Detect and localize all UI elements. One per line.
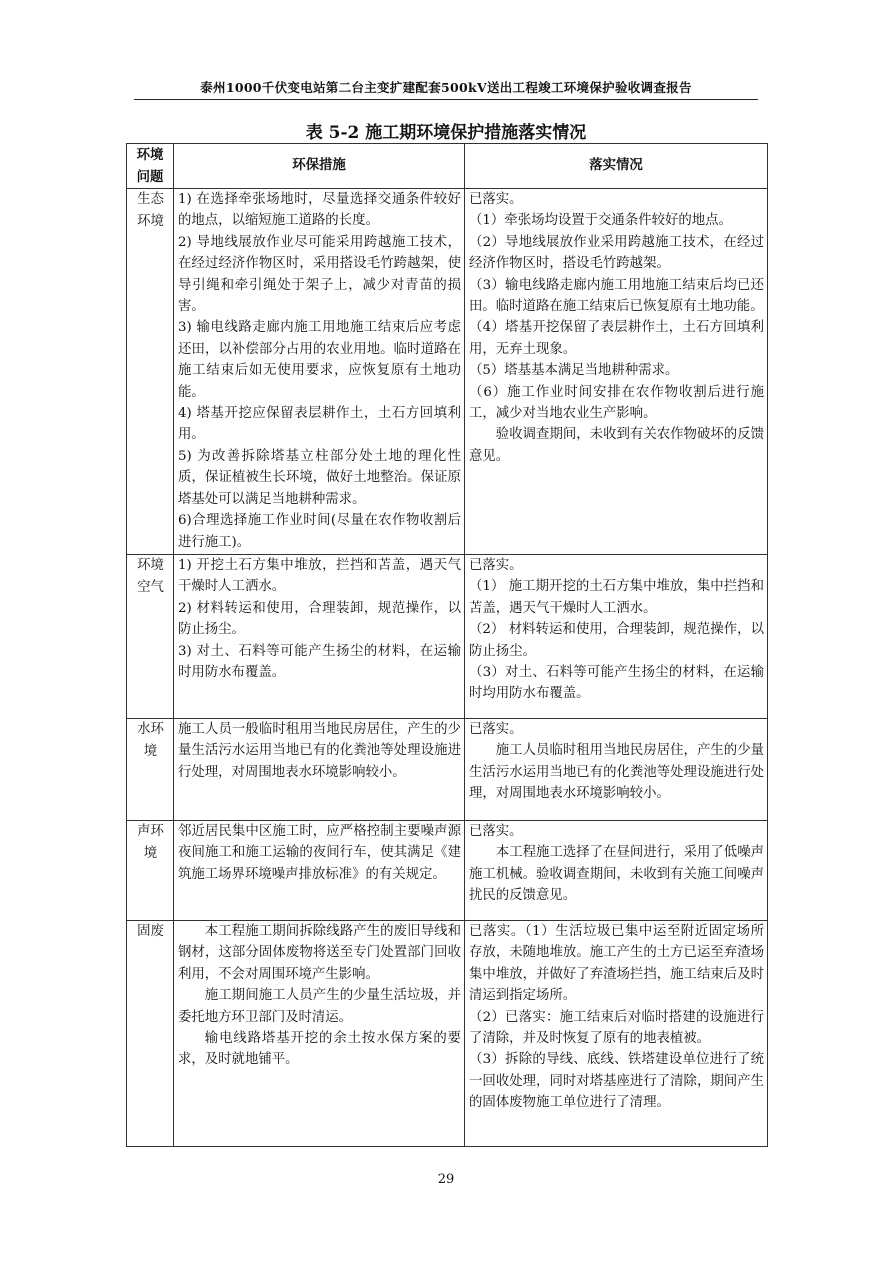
- measure-item: 6)合理选择施工作业时间(尽量在农作物收割后进行施工)。: [178, 513, 461, 550]
- status-item: （1）牵张场均设置于交通条件较好的地点。: [469, 213, 732, 229]
- status-item: （5）塔基基本满足当地耕种需求。: [469, 363, 679, 379]
- status-item: 已落实。（1）生活垃圾已集中运至附近固定场所存放，未随地堆放。施工产生的土方已运至弃渣场集中堆放，并做好了弃渣场拦挡，施工结束后及时清运到指定场所。: [469, 924, 764, 1004]
- table-row: [127, 719, 768, 821]
- measure-item: 5) 为改善拆除塔基立柱部分处土地的理化性质，保证植被生长环境，做好土地整治。保证原塔基处可以满足当地耕种需求。: [178, 448, 461, 507]
- measures-cell: [174, 921, 465, 1147]
- status-cell: [465, 719, 768, 821]
- table-row: [127, 921, 768, 1147]
- status-cell: [465, 921, 768, 1147]
- measure-item: 3) 输电线路走廊内施工用地施工结束后应考虑还田，以补偿部分占用的农业用地。临时道路在施工结束后如无使用要求，应恢复原有土地功能。: [178, 320, 461, 400]
- status-item: （3）对土、石料等可能产生扬尘的材料，在运输时均用防水布覆盖。: [469, 665, 764, 702]
- status-item: 已落实。: [469, 558, 523, 573]
- col-header-category: 环境问题: [127, 144, 174, 189]
- measure-item: 施工期间施工人员产生的少量生活垃圾，并委托地方环卫部门及时清运。: [178, 988, 461, 1025]
- page-header: 泰州1000千伏变电站第二台主变扩建配套500kV送出工程竣工环境保护验收调查报告: [200, 80, 692, 95]
- status-item: 已落实。: [469, 192, 523, 207]
- status-item: 已落实。: [469, 722, 523, 737]
- measure-item: 1) 开挖土石方集中堆放，拦挡和苫盖，遇天气干燥时人工洒水。: [178, 558, 461, 595]
- col-header-measures: 环保措施: [174, 144, 465, 189]
- status-item: （2） 材料转运和使用，合理装卸，规范操作，以防止扬尘。: [469, 622, 764, 659]
- table-row: [127, 189, 768, 555]
- measure-item: 输电线路塔基开挖的余土按水保方案的要求，及时就地铺平。: [178, 1031, 461, 1068]
- measures-cell: [174, 555, 465, 719]
- status-item: 施工人员临时租用当地民房居住，产生的少量生活污水运用当地已有的化粪池等处理设施进行处理，对周围地表水环境影响较小。: [469, 743, 764, 802]
- table-row: [127, 555, 768, 719]
- measure-item: 2) 导地线展放作业尽可能采用跨越施工技术，在经过经济作物区时，采用搭设毛竹跨越架，使导引绳和牵引绳处于架子上，减少对青苗的损害。: [178, 234, 461, 315]
- measure-item: 施工人员一般临时租用当地民房居住，产生的少量生活污水运用当地已有的化粪池等处理设施进行处理，对周围地表水环境影响较小。: [178, 722, 461, 780]
- status-item: （1） 施工期开挖的土石方集中堆放，集中拦挡和苫盖，遇天气干燥时人工洒水。: [469, 579, 764, 616]
- measure-item: 邻近居民集中区施工时，应严格控制主要噪声源夜间施工和施工运输的夜间行车，使其满足《建筑施工场界环境噪声排放标准》的有关规定。: [178, 824, 461, 882]
- status-item: 本工程施工选择了在昼间进行，采用了低噪声施工机械。验收调查期间，未收到有关施工间噪声扰民的反馈意见。: [469, 845, 764, 904]
- status-item: 已落实。: [469, 824, 523, 839]
- table-header-row: [127, 144, 768, 189]
- measures-cell: [174, 821, 465, 921]
- status-item: （2）导地线展放作业采用跨越施工技术，在经过经济作物区时，搭设毛竹跨越架。: [469, 234, 764, 272]
- measures-table: [126, 143, 768, 1147]
- page-number: 29: [437, 1172, 455, 1187]
- row-category: 水环境: [127, 719, 174, 821]
- row-category: 环境空气: [127, 555, 174, 719]
- status-item: （6）施工作业时间安排在农作物收割后进行施工，减少对当地农业生产影响。: [469, 384, 764, 422]
- status-item: （2）已落实：施工结束后对临时搭建的设施进行了清除，并及时恢复了原有的地表植被。: [469, 1009, 764, 1047]
- status-cell: [465, 555, 768, 719]
- row-category: 声环境: [127, 821, 174, 921]
- col-header-status: 落实情况: [465, 144, 768, 189]
- measure-item: 2) 材料转运和使用，合理装卸，规范操作，以防止扬尘。: [178, 600, 461, 638]
- status-item: （3）输电线路走廊内施工用地施工结束后均已还田。临时道路在施工结束后已恢复原有土地功能。: [469, 277, 764, 315]
- measure-item: 3) 对土、石料等可能产生扬尘的材料，在运输时用防水布覆盖。: [178, 643, 461, 681]
- table-title: 表 5-2 施工期环境保护措施落实情况: [305, 123, 587, 143]
- status-item: （4）塔基开挖保留了表层耕作土，土石方回填利用，无弃土现象。: [469, 320, 764, 357]
- status-cell: [465, 821, 768, 921]
- measure-item: 本工程施工期间拆除线路产生的废旧导线和钢材，这部分固体废物将送至专门处置部门回收利用，不会对周围环境产生影响。: [178, 924, 461, 982]
- row-category: 生态环境: [127, 189, 174, 555]
- measures-cell: [174, 189, 465, 555]
- status-item: 验收调查期间，未收到有关农作物破坏的反馈意见。: [469, 427, 764, 464]
- measure-item: 1) 在选择牵张场地时，尽量选择交通条件较好的地点，以缩短施工道路的长度。: [178, 192, 461, 229]
- table-row: [127, 821, 768, 921]
- row-category: 固废: [127, 921, 174, 1147]
- status-item: （3）拆除的导线、底线、铁塔建设单位进行了统一回收处理，同时对塔基座进行了清除，期间产生的固体废物施工单位进行了清理。: [469, 1052, 764, 1111]
- status-cell: [465, 189, 768, 555]
- measures-cell: [174, 719, 465, 821]
- header-rule: [134, 99, 758, 100]
- measure-item: 4) 塔基开挖应保留表层耕作土，土石方回填利用。: [178, 406, 461, 443]
